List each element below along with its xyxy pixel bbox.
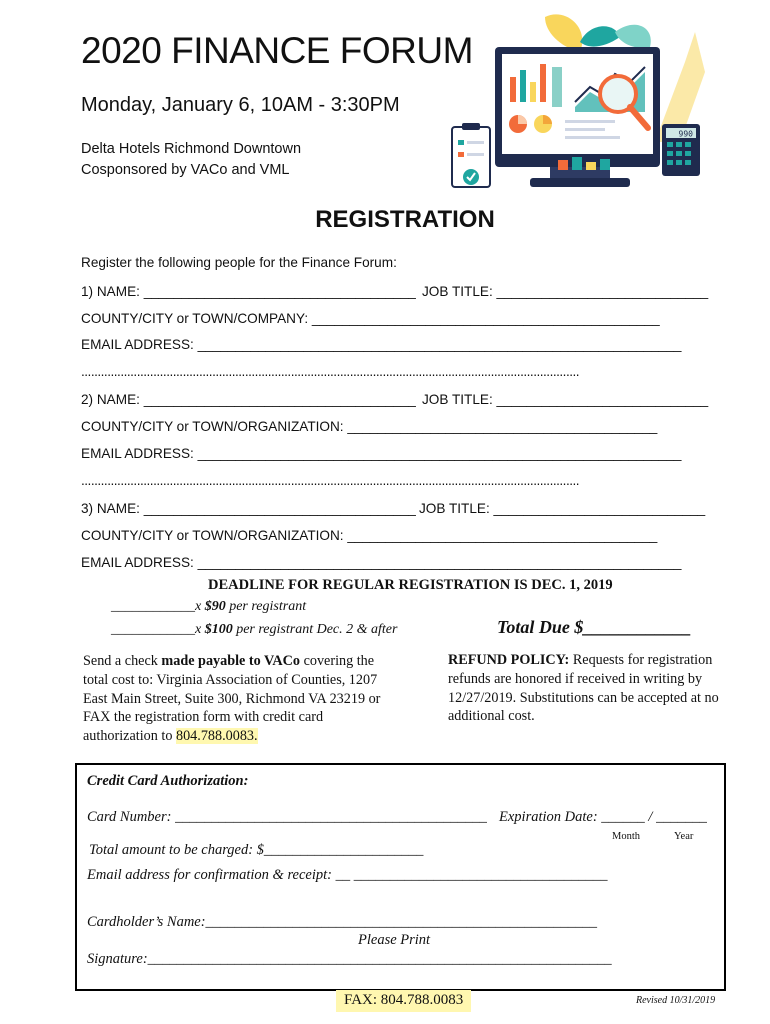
page-title: 2020 FINANCE FORUM (81, 30, 473, 71)
registrant1-name-field[interactable]: 1) NAME: ____________________________________ (81, 284, 416, 299)
fee-multiplier: x (195, 622, 205, 637)
expiration-date-field[interactable]: Expiration Date: ______ / _______ (499, 809, 707, 825)
late-fee-amount: $100 (204, 622, 233, 637)
revision-date: Revised 10/31/2019 (636, 995, 716, 1006)
payment-address-line: total cost to: Virginia Association of Counties, 1207 (83, 671, 378, 688)
footer-fax: FAX: 804.788.0083 (336, 990, 471, 1012)
finance-illustration (440, 12, 725, 202)
registration-heading: REGISTRATION (315, 206, 495, 233)
registrant3-name-field[interactable]: 3) NAME: ____________________________________ (81, 501, 416, 516)
registrant2-job-field[interactable]: JOB TITLE: ____________________________ (422, 392, 709, 407)
signature-field[interactable]: Signature:________________________________________________________________ (87, 951, 612, 967)
total-amount-field[interactable]: Total amount to be charged: $______________________ (89, 842, 424, 858)
payment-text: authorization to (83, 728, 176, 745)
refund-policy-label: REFUND POLICY: (448, 652, 570, 668)
payment-address-line: East Main Street, Suite 300, Richmond VA 23219 or (83, 690, 381, 707)
registrant1-job-field[interactable]: JOB TITLE: ____________________________ (422, 284, 709, 299)
payment-text: covering the (300, 653, 375, 669)
month-label: Month (612, 831, 641, 842)
registrant3-email-field[interactable]: EMAIL ADDRESS: ________________________________________________________________ (81, 555, 682, 570)
regular-fee-text: per registrant (225, 599, 307, 614)
payment-instructions (83, 652, 428, 746)
event-date-time: Monday, January 6, 10AM - 3:30PM (81, 94, 400, 116)
registration-deadline: DEADLINE FOR REGULAR REGISTRATION IS DEC. 1, 2019 (208, 577, 613, 593)
event-cosponsors: Cosponsored by VACo and VML (81, 162, 290, 178)
refund-text: 12/27/2019. Substitutions can be accepted at no (448, 689, 719, 706)
please-print-label: Please Print (358, 932, 431, 948)
registrant2-county-field[interactable]: COUNTY/CITY or TOWN/ORGANIZATION: _________________________________________ (81, 419, 658, 434)
refund-policy (448, 651, 748, 726)
late-fee-line[interactable] (111, 622, 397, 638)
calculator-display: 990 (678, 129, 693, 139)
registrant3-job-field[interactable]: JOB TITLE: ____________________________ (419, 501, 706, 516)
regular-quantity-blank[interactable]: ____________ (111, 599, 195, 614)
refund-text: additional cost. (448, 708, 535, 725)
registrant2-name-field[interactable]: 2) NAME: ____________________________________ (81, 392, 416, 407)
late-quantity-blank[interactable]: ____________ (111, 622, 195, 637)
leaf-icon (545, 14, 651, 52)
refund-text: Requests for registration (569, 652, 713, 668)
regular-fee-line[interactable] (111, 599, 306, 615)
registrant3-county-field[interactable]: COUNTY/CITY or TOWN/ORGANIZATION: _________________________________________ (81, 528, 658, 543)
calculator-icon (662, 124, 700, 176)
event-venue: Delta Hotels Richmond Downtown (81, 141, 302, 157)
clipboard-icon (452, 123, 490, 187)
confirmation-email-field[interactable]: Email address for confirmation & receipt: __ ___________________________________ (87, 867, 608, 883)
registration-intro: Register the following people for the Finance Forum: (81, 255, 397, 270)
payment-text: FAX the registration form with credit card (83, 709, 324, 726)
regular-fee-amount: $90 (204, 599, 226, 614)
year-label: Year (674, 831, 694, 842)
total-due-field[interactable]: Total Due $____________ (497, 617, 692, 637)
payable-to: made payable to VACo (161, 653, 301, 669)
registrant1-county-field[interactable]: COUNTY/CITY or TOWN/COMPANY: ______________________________________________ (81, 311, 660, 326)
card-number-field[interactable]: Card Number: ___________________________________________ (87, 809, 487, 825)
registrant1-email-field[interactable]: EMAIL ADDRESS: ________________________________________________________________ (81, 337, 682, 352)
payment-text: Send a check (83, 653, 162, 669)
late-fee-text: per registrant Dec. 2 & after (232, 622, 398, 637)
cardholder-name-field[interactable]: Cardholder’s Name:______________________________________________________ (87, 914, 598, 930)
fee-multiplier: x (195, 599, 205, 614)
fax-number: 804.788.0083. (175, 728, 258, 745)
separator-dots: ........................................................................................................................................................ (81, 364, 580, 379)
refund-text: refunds are honored if received in writing by (448, 670, 703, 687)
registrant2-email-field[interactable]: EMAIL ADDRESS: ________________________________________________________________ (81, 446, 682, 461)
credit-card-heading: Credit Card Authorization: (87, 773, 249, 789)
separator-dots: ........................................................................................................................................................ (81, 473, 580, 488)
